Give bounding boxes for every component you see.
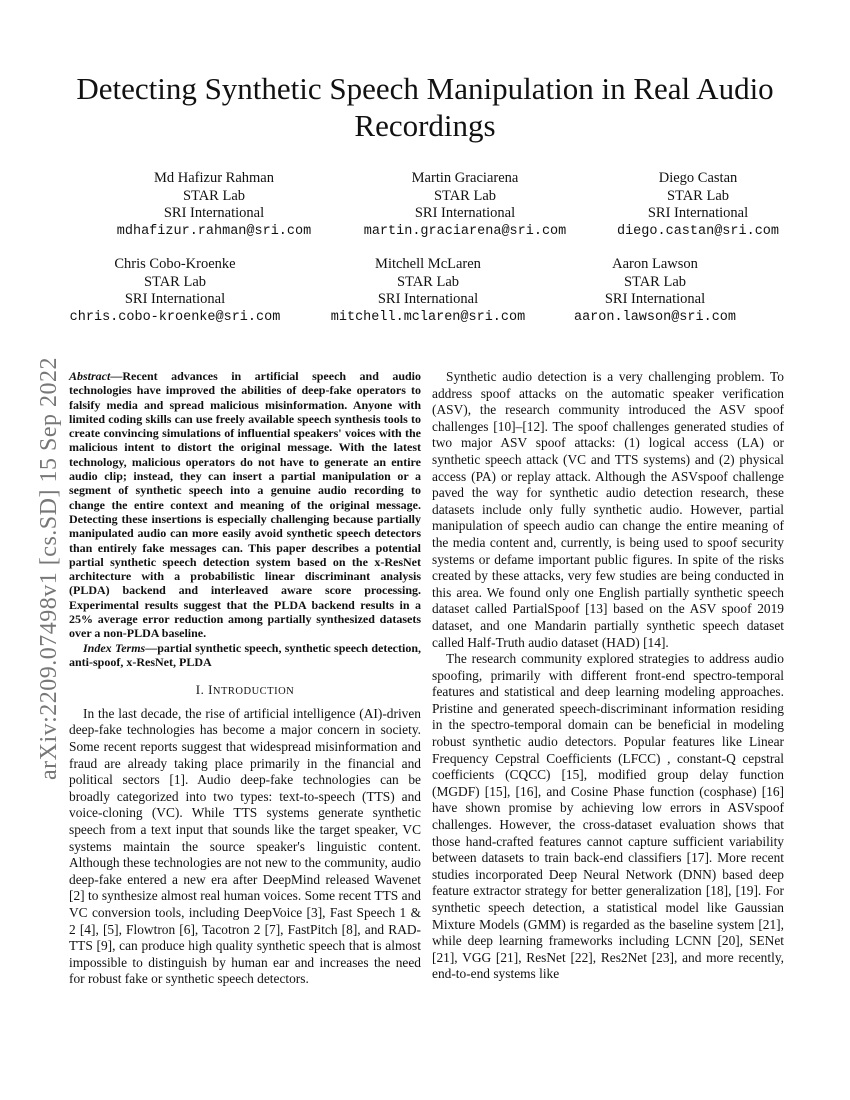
abstract-text: —Recent advances in artificial speech and audio technologies have improved the abilities of deep-fake operators to falsify media and spread malicious misinformation. Anyone with limited coding skills can use freely available speech synthesis tools to create convincing simulations of influential speakers' voices with the malicious intent to distort the original message. With the latest technology, malicious operators do not have to generate an entire audio clip; instead, they can insert a partial manipulation or a segment of synthetic speech into a genuine audio recording to change the entire context and meaning of the original message. Detecting these insertions is especially challenging because partially manipulated audio can more easily avoid synthetic speech detectors than entirely fake messages can. This paper describes a potential partial synthetic speech detection system based on the x-ResNet architecture with a probabilistic linear discriminant analysis (PLDA) backend and interleaved aware score processing. Experimental results suggest that the PLDA backend results in a 25% average error reduction among partially synthesized datasets over a non-PLDA baseline. (69, 369, 421, 641)
section-heading (69, 682, 421, 701)
author-lab: STAR Lab (143, 273, 207, 290)
author-org: SRI International (124, 291, 226, 307)
author-email: aaron.lawson@sri.com (573, 309, 737, 325)
index-terms (69, 641, 421, 670)
author-org: SRI International (163, 205, 265, 221)
author-org: SRI International (647, 205, 749, 221)
section-number: I. (195, 682, 205, 698)
author-name: Martin Graciarena (411, 170, 519, 186)
arxiv-identifier: arXiv:2209.07498v1 [cs.SD] 15 Sep 2022 (36, 357, 62, 780)
author-name: Chris Cobo-Kroenke (114, 256, 236, 272)
section-first-letter: I (208, 682, 213, 698)
author-name: Aaron Lawson (612, 256, 698, 272)
left-column (69, 369, 421, 988)
author-block (335, 170, 595, 240)
author-lab: STAR Lab (433, 187, 497, 204)
author-email: martin.graciarena@sri.com (363, 223, 567, 239)
author-org: SRI International (414, 205, 516, 221)
author-block (525, 256, 785, 326)
author-lab: STAR Lab (182, 187, 246, 204)
author-name: Md Hafizur Rahman (154, 170, 274, 186)
author-email: chris.cobo-kroenke@sri.com (69, 309, 281, 325)
abstract (69, 369, 421, 641)
paper-title: Detecting Synthetic Speech Manipulation in Real Audio Recordings (76, 71, 774, 143)
author-block (568, 170, 828, 240)
author-org: SRI International (377, 291, 479, 307)
author-block (84, 170, 344, 240)
author-block (45, 256, 305, 326)
body-paragraph: Synthetic audio detection is a very challenging problem. To address spoof attacks on the automatic speaker verification (ASV), the research community introduced the ASV spoof challenges [10]–[12]. The spoof challenges generated studies of two major ASV spoof attacks: (1) logical access (LA) or synthetic speech attack (VC and TTS systems) and (2) physical access (PA) or replay attack. Although the ASVspoof challenge paved the way for synthetic audio detection research, these datasets include only fully synthetic audio. However, partial manipulation of speech audio can change the entire meaning of the media content and, currently, is being used to spoof security systems or defame important public figures. In spite of the risks created by these attacks, very few studies are being conducted in this area. We found only one English partially synthetic speech dataset called PartialSpoof [13] based on the ASV spoof 2019 dataset, and one Mandarin partially synthetic speech dataset called Half-Truth audio dataset (HAD) [14]. (432, 369, 784, 650)
author-lab: STAR Lab (666, 187, 730, 204)
author-name: Mitchell McLaren (375, 256, 481, 272)
author-lab: STAR Lab (623, 273, 687, 290)
author-lab: STAR Lab (396, 273, 460, 290)
body-paragraph: The research community explored strategies to address audio spoofing, primarily with different front-end spectro-temporal features and statistical and deep learning modeling approaches. Pristine and generated speech-discriminant information residing in the spectro-temporal domain can be beneficial in modeling robust synthetic audio detectors. Popular features like Linear Frequency Cepstral Coefficients (LFCC) , constant-Q cepstral coefficients (CQCC) [15], modified group delay function (MGDF) [15], [16], and Cosine Phase function (cosphase) [16] have shown promise by achieving low errors in ASVspoof challenges. However, the cross-dataset evaluation shows that those hand-crafted features cannot capture sufficient variability between datasets to train back-end classifiers [17]. More recent studies incorporated Deep Neural Network (DNN) based deep feature extractor strategy for better generalization [18], [19]. For synthetic speech detection, a statistical model like Gaussian Mixture Models (GMM) is regarded as the baseline system [21], while deep learning frameworks including LCNN [20], SENet [21], VGG [21], ResNet [22], Res2Net [23], and more recently, end-to-end systems like (432, 651, 784, 982)
author-email: diego.castan@sri.com (616, 223, 780, 239)
author-email: mitchell.mclaren@sri.com (330, 309, 526, 325)
author-name: Diego Castan (658, 170, 738, 186)
author-email: mdhafizur.rahman@sri.com (116, 223, 312, 239)
index-terms-label: Index Terms (83, 640, 146, 655)
right-column (432, 369, 784, 983)
abstract-label: Abstract (69, 369, 111, 383)
author-block (298, 256, 558, 326)
index-terms-text: —partial synthetic speech, synthetic speech detection, anti-spoof, x-ResNet, PLDA (69, 640, 421, 669)
intro-paragraph: In the last decade, the rise of artificial intelligence (AI)-driven deep-fake technologies has become a major concern in society. Some recent reports suggest that widespread misinformation and fraud are already taking place primarily in the financial and political sectors [1]. Audio deep-fake technologies can be broadly categorized into two types: text-to-speech (TTS) and voice-cloning (VC). While TTS systems generate synthetic speech from a text input that sounds like the target speaker, VC systems maintain the source speaker's linguistic content. Although these technologies are not new to the community, audio deep-fake entered a new era after DeepMind released Wavenet [2] to synthesize almost real human voices. Some recent TTS and VC conversion tools, including DeepVoice [3], Fast Speech 1 & 2 [4], [5], Flowtron [6], Tacotron 2 [7], FastPitch [8], and RAD-TTS [9], can produce high quality synthetic speech that is almost impossible to distinguish by human ear and increases the need for robust fake or synthetic speech detectors. (69, 705, 421, 987)
section-rest: NTRODUCTION (212, 686, 295, 698)
author-org: SRI International (604, 291, 706, 307)
